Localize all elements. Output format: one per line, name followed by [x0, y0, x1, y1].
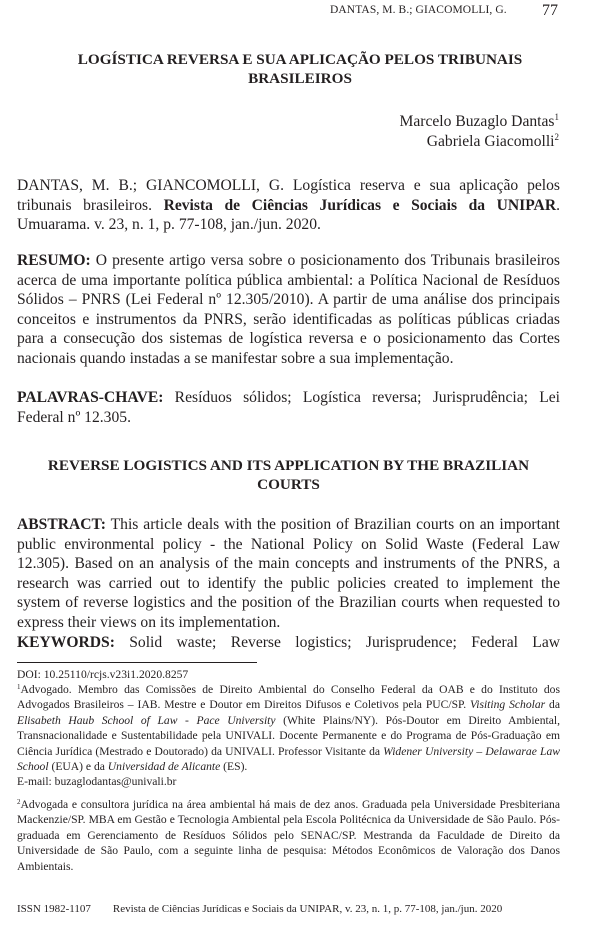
running-head: DANTAS, M. B.; GIACOMOLLI, G.: [330, 4, 507, 16]
resumo-text: O presente artigo versa sobre o posicionamento dos Tribunais brasileiros acerca de uma importante política pública ambiental: a Política Nacional de Resíduos Sólidos – PNRS (Lei Federal nº 12.305/2010). A partir de uma análise dos principais conceitos e instrumentos da PNRS, serão identificadas as políticas públicas criadas para a consecução dos sistemas de logística reversa e o posicionamento das Cortes nacionais quando instadas a se manifestar sobre a sua implementação.: [17, 252, 560, 367]
footnote-text: Advogada e consultora jurídica na área ambiental há mais de dez anos. Graduada pela Universidade Presbiteriana Mackenzie/SP. MBA em Gestão e Tecnologia Ambiental pela Escola Politécnica da Universidade de São Paulo. Pós-graduada em Gerenciamento de Resíduos Sólidos pelo SENAC/SP. Mestranda da Faculdade de Direito da Universidade de São Paulo, com a seguinte linha de pesquisa: Métodos Econômicos de Valoração dos Danos Ambientais.: [17, 798, 560, 873]
footnote-italic: Universidad de Alicante: [107, 760, 221, 774]
footnote-text: (EUA) e da: [48, 760, 108, 774]
abstract-text: This article deals with the position of Brazilian courts on an important public environmental policy - the National Policy on Solid Waste (Federal Law 12.305). Based on an analysis of the main concepts and instruments of the PNRS, a research was carried out to identify the public policies created to implement the system of reverse logistics and the position of the Brazilian courts when requested to express their views on its implementation.: [17, 516, 560, 631]
author-name: Gabriela Giacomolli: [426, 132, 555, 150]
article-title-pt: [20, 50, 580, 88]
footnote-text: Advogado. Membro das Comissões de Direito Ambiental do Conselho Federal da OAB e do Instituto dos Advogados Brasileiros – IAB. Mestre e Doutor em Direitos Difusos e Coletivos pela PUC/SP.: [17, 683, 560, 712]
palavras-chave: [17, 388, 560, 427]
abstract-label: ABSTRACT:: [17, 516, 106, 533]
citation: [17, 176, 560, 235]
footnote-text: da: [545, 698, 560, 712]
article-title-en: [17, 456, 560, 494]
abstract: [17, 515, 560, 632]
footnote-2: [17, 797, 560, 874]
resumo-label: RESUMO:: [17, 252, 91, 269]
doi[interactable]: DOI: 10.25110/rcjs.v23i1.2020.8257: [17, 668, 189, 681]
footnote-marker: 1: [17, 683, 21, 691]
footnote-ref[interactable]: 1: [554, 112, 559, 122]
palavras-chave-label: PALAVRAS-CHAVE:: [17, 389, 164, 406]
footnote-marker: 2: [17, 798, 21, 806]
footnote-italic: Visiting Scholar: [470, 698, 546, 712]
page-footer: [17, 903, 502, 915]
author: [399, 132, 559, 152]
author: [399, 112, 559, 132]
footnote-divider: [17, 662, 257, 663]
resumo: [17, 251, 560, 368]
author-email[interactable]: E-mail: buzaglodantas@univali.br: [17, 775, 177, 789]
footnote-1: [17, 682, 560, 790]
page-number: 77: [542, 2, 558, 19]
journal-reference: Revista de Ciências Jurídicas e Sociais da UNIPAR, v. 23, n. 1, p. 77-108, jan./jun. 2020: [112, 903, 503, 915]
title-pt-line-2: BRASILEIROS: [248, 70, 352, 87]
keywords-label: KEYWORDS:: [17, 634, 115, 651]
keywords-text: Solid waste; Reverse logistics; Jurisprudence; Federal Law: [114, 634, 560, 651]
footnote-text: (White Plains/NY). Pós-Doutor em Direito Ambiental, Transnacionalidade e Sustentabilidade pela UNIVALI. Docente Permanente e do Programa de Pós-Graduação em Ciência Jurídica (Mestrado e Doutorado) da UNIVALI. Professor Visitante da: [17, 713, 560, 758]
citation-journal: Revista de Ciências Jurídicas e Sociais da UNIPAR: [163, 196, 557, 214]
footnote-italic: Elisabeth Haub School of Law - Pace University: [17, 713, 276, 727]
citation-suffix: . Umuarama. v. 23, n. 1, p. 77-108, jan./jun. 2020.: [17, 196, 560, 233]
author-list: [399, 112, 559, 151]
footnote-italic: Widener University – Delawarae Law School: [17, 744, 560, 774]
author-name: Marcelo Buzaglo Dantas: [399, 113, 555, 130]
title-pt-line-1: LOGÍSTICA REVERSA E SUA APLICAÇÃO PELOS TRIBUNAIS: [77, 51, 523, 68]
footnote-ref[interactable]: 2: [554, 131, 559, 142]
palavras-chave-text: Resíduos sólidos; Logística reversa; Jurisprudência; Lei Federal nº 12.305.: [17, 389, 560, 426]
issn: ISSN 1982-1107: [17, 903, 91, 915]
title-en-line-2: COURTS: [257, 476, 320, 493]
citation-prefix: DANTAS, M. B.; GIANCOMOLLI, G. Logística reserva e sua aplicação pelos tribunais brasileiros.: [17, 177, 560, 214]
keywords: [17, 633, 560, 653]
title-en-line-1: REVERSE LOGISTICS AND ITS APPLICATION BY THE BRAZILIAN: [47, 457, 530, 474]
footnote-text: (ES).: [220, 760, 248, 774]
